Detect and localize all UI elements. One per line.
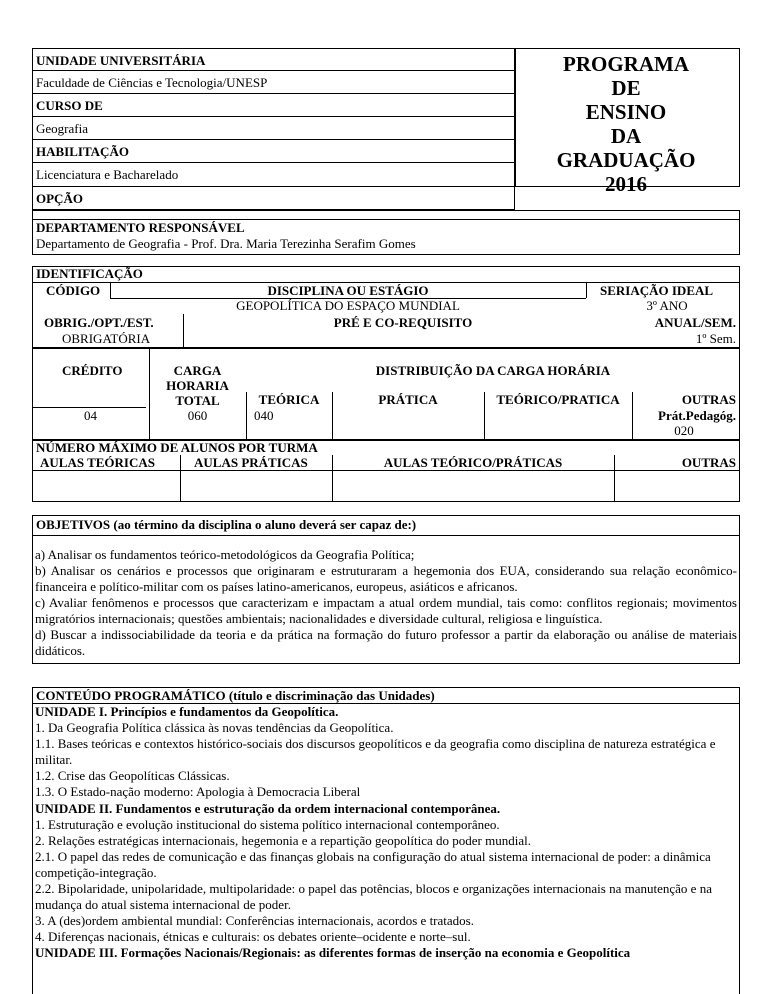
identificacao-label: IDENTIFICAÇÃO: [36, 266, 143, 281]
distribuicao-label: DISTRIBUIÇÃO DA CARGA HORÁRIA: [375, 363, 611, 378]
objetivo-item: d) Buscar a indissociabilidade da teoria e da prática na formação do futuro professor a partir da elaboração ou análise de materiais didáticos.: [35, 627, 737, 658]
unidade-value: Faculdade de Ciências e Tecnologia/UNESP: [36, 75, 268, 90]
conteudo-item: 3. A (des)ordem ambiental mundial: Conferências internacionais, acordos e tratados.: [35, 913, 474, 929]
objetivo-item: b) Analisar os cenários e processos que originaram e estruturaram a hegemonia dos EUA, considerando sua relação econômico-financeira e político-militar com os países latino-americanos, europeus, asiáticos e africanos.: [35, 563, 737, 594]
credito-value: 04: [84, 408, 97, 423]
disciplina-value: GEOPOLÍTICA DO ESPAÇO MUNDIAL: [236, 298, 460, 313]
conteudo-item: 1. Estruturação e evolução institucional do sistema político internacional contemporâneo.: [35, 816, 500, 832]
objetivos-list: [35, 547, 737, 659]
programa-title: PROGRAMA DE ENSINO DA GRADUAÇÃO 2016: [556, 52, 696, 196]
outras-value: 020: [674, 423, 694, 438]
aulas-teorico-praticas-label: AULAS TEÓRICO/PRÁTICAS: [383, 455, 563, 470]
habilitacao-value: Licenciatura e Bacharelado: [36, 167, 179, 182]
anual-value: 1º Sem.: [695, 331, 736, 346]
unidade-heading: UNIDADE I. Princípios e fundamentos da Geopolítica.: [35, 704, 339, 719]
prereq-label: PRÉ E CO-REQUISITO: [333, 315, 473, 330]
objetivos-label: OBJETIVOS (ao término da disciplina o aluno deverá ser capaz de:): [36, 517, 417, 532]
credito-label: CRÉDITO: [62, 363, 123, 378]
departamento-label: DEPARTAMENTO RESPONSÁVEL: [36, 220, 245, 235]
seriacao-label: SERIAÇÃO IDEAL: [600, 283, 714, 298]
objetivo-item: c) Avaliar fenômenos e processos que caracterizam e impactam a atual ordem mundial, tais como: conflitos regionais; movimentos migratórios internacionais; questões ambientais; nacionalidades e diversidade cultural, religiosa e linguística.: [35, 595, 737, 626]
teorico-pratica-label: TEÓRICO/PRATICA: [496, 392, 620, 407]
teorica-label: TEÓRICA: [258, 392, 320, 407]
conteudo-item: 2.1. O papel das redes de comunicação e das finanças globais na configuração do atual sistema internacional de poder: a dinâmica competição-integração.: [35, 848, 711, 880]
habilitacao-label: HABILITAÇÃO: [36, 144, 129, 159]
aulas-teoricas-label: AULAS TEÓRICAS: [40, 455, 155, 470]
pratica-label: PRÁTICA: [378, 392, 438, 407]
conteudo-item: 2.2. Bipolaridade, unipolaridade, multipolaridade: o papel das potências, blocos e organizações internacionais na manutenção e na mudança do atual sistema internacional de poder.: [35, 881, 712, 913]
obrig-value: OBRIGATÓRIA: [62, 331, 151, 346]
opcao-label: OPÇÃO: [36, 191, 83, 206]
conteudo-item: 1.1. Bases teóricas e contextos histórico-sociais dos discursos geopolíticos e da geografia como disciplina de natureza estratégica e militar.: [35, 736, 716, 768]
outras-value-label: Prát.Pedagóg.: [658, 408, 736, 423]
conteudo-label: CONTEÚDO PROGRAMÁTICO (título e discriminação das Unidades): [36, 688, 435, 703]
conteudo-item: 1.2. Crise das Geopolíticas Clássicas.: [35, 768, 230, 784]
conteudo-item: 4. Diferenças nacionais, étnicas e culturais: os debates oriente–ocidente e norte–sul.: [35, 929, 471, 945]
carga-label: CARGA HORARIA TOTAL: [166, 363, 229, 408]
conteudo-list: [35, 704, 741, 962]
curso-value: Geografia: [36, 121, 88, 136]
conteudo-item: 2. Relações estratégicas internacionais, hegemonia e a repartição geopolítica do poder mundial.: [35, 832, 531, 848]
unidade-heading: UNIDADE II. Fundamentos e estruturação da ordem internacional contemporânea.: [35, 800, 501, 816]
teorica-value: 040: [254, 408, 274, 423]
objetivo-item: a) Analisar os fundamentos teórico-metodológicos da Geografia Política;: [35, 547, 415, 562]
unidade-heading: UNIDADE III. Formações Nacionais/Regionais: as diferentes formas de inserção na economia e Geopolítica: [35, 945, 631, 961]
seriacao-value: 3º ANO: [646, 298, 688, 313]
unidade-label: UNIDADE UNIVERSITÁRIA: [36, 53, 206, 68]
disciplina-label: DISCIPLINA OU ESTÁGIO: [267, 283, 429, 298]
conteudo-item: 1.3. O Estado-nação moderno: Apologia à Democracia Liberal: [35, 784, 361, 800]
aulas-praticas-label: AULAS PRÁTICAS: [194, 455, 308, 470]
outras-label: OUTRAS: [681, 392, 736, 407]
codigo-label: CÓDIGO: [46, 283, 101, 298]
anual-label: ANUAL/SEM.: [654, 315, 736, 330]
carga-value: 060: [187, 408, 208, 423]
alunos-label: NÚMERO MÁXIMO DE ALUNOS POR TURMA: [36, 440, 318, 455]
departamento-value: Departamento de Geografia - Prof. Dra. Maria Terezinha Serafim Gomes: [36, 236, 416, 251]
obrig-label: OBRIG./OPT./EST.: [44, 315, 154, 330]
curso-label: CURSO DE: [36, 98, 103, 113]
conteudo-item: 1. Da Geografia Política clássica às novas tendências da Geopolítica.: [35, 720, 394, 736]
aulas-outras-label: OUTRAS: [681, 455, 736, 470]
